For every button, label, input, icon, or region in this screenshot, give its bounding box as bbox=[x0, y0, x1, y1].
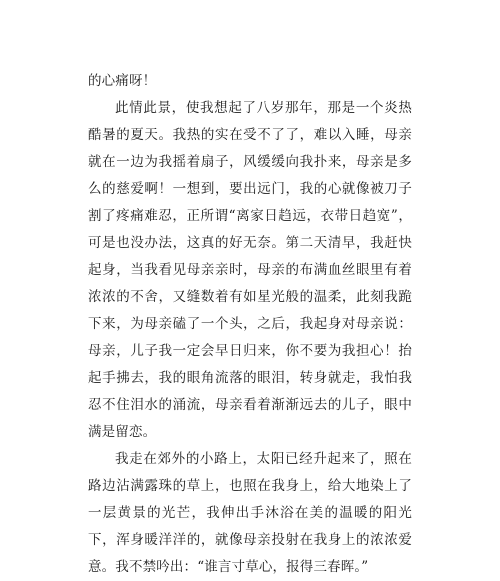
paragraph-walk: 我走在郊外的小路上，太阳已经升起来了，照在路边沾满露珠的草上，也照在我身上，给大地染上了一层黄景的光芒，我伸出手沐浴在美的温暖的阳光下，浑身暖洋洋的，就像母亲投射在我身上的浓浓爱意。我不禁吟出：“谁言寸草心，报得三春晖。” bbox=[88, 451, 412, 575]
paragraph-continuation: 的心痛呀！ bbox=[88, 73, 157, 89]
paragraph-memory: 此情此景，使我想起了八岁那年，那是一个炎热酷暑的夏天。我热的实在受不了了，难以入睡，母亲就在一边为我摇着扇子，风缓缓向我扑来，母亲是多么的慈爱啊！一想到，要出远门，我的心就像被刀子割了疼痛难忍，正所谓“离家日趋远，衣带日趋宽”，可是也没办法，这真的好无奈。第二天清早，我赶快起身，当我看见母亲亲时，母亲的布满血丝眼里有着浓浓的不舍，又缝数着有如星光般的温柔，此刻我跪下来，为母亲磕了一个头，之后，我起身对母亲说：母亲，儿子我一定会早日归来，你不要为我担心！抬起手拂去，我的眼角流落的眼泪，转身就走，我怕我忍不住泪水的涌流，母亲看着渐渐远去的儿子，眼中满是留恋。 bbox=[88, 100, 412, 440]
essay-body bbox=[88, 68, 412, 581]
